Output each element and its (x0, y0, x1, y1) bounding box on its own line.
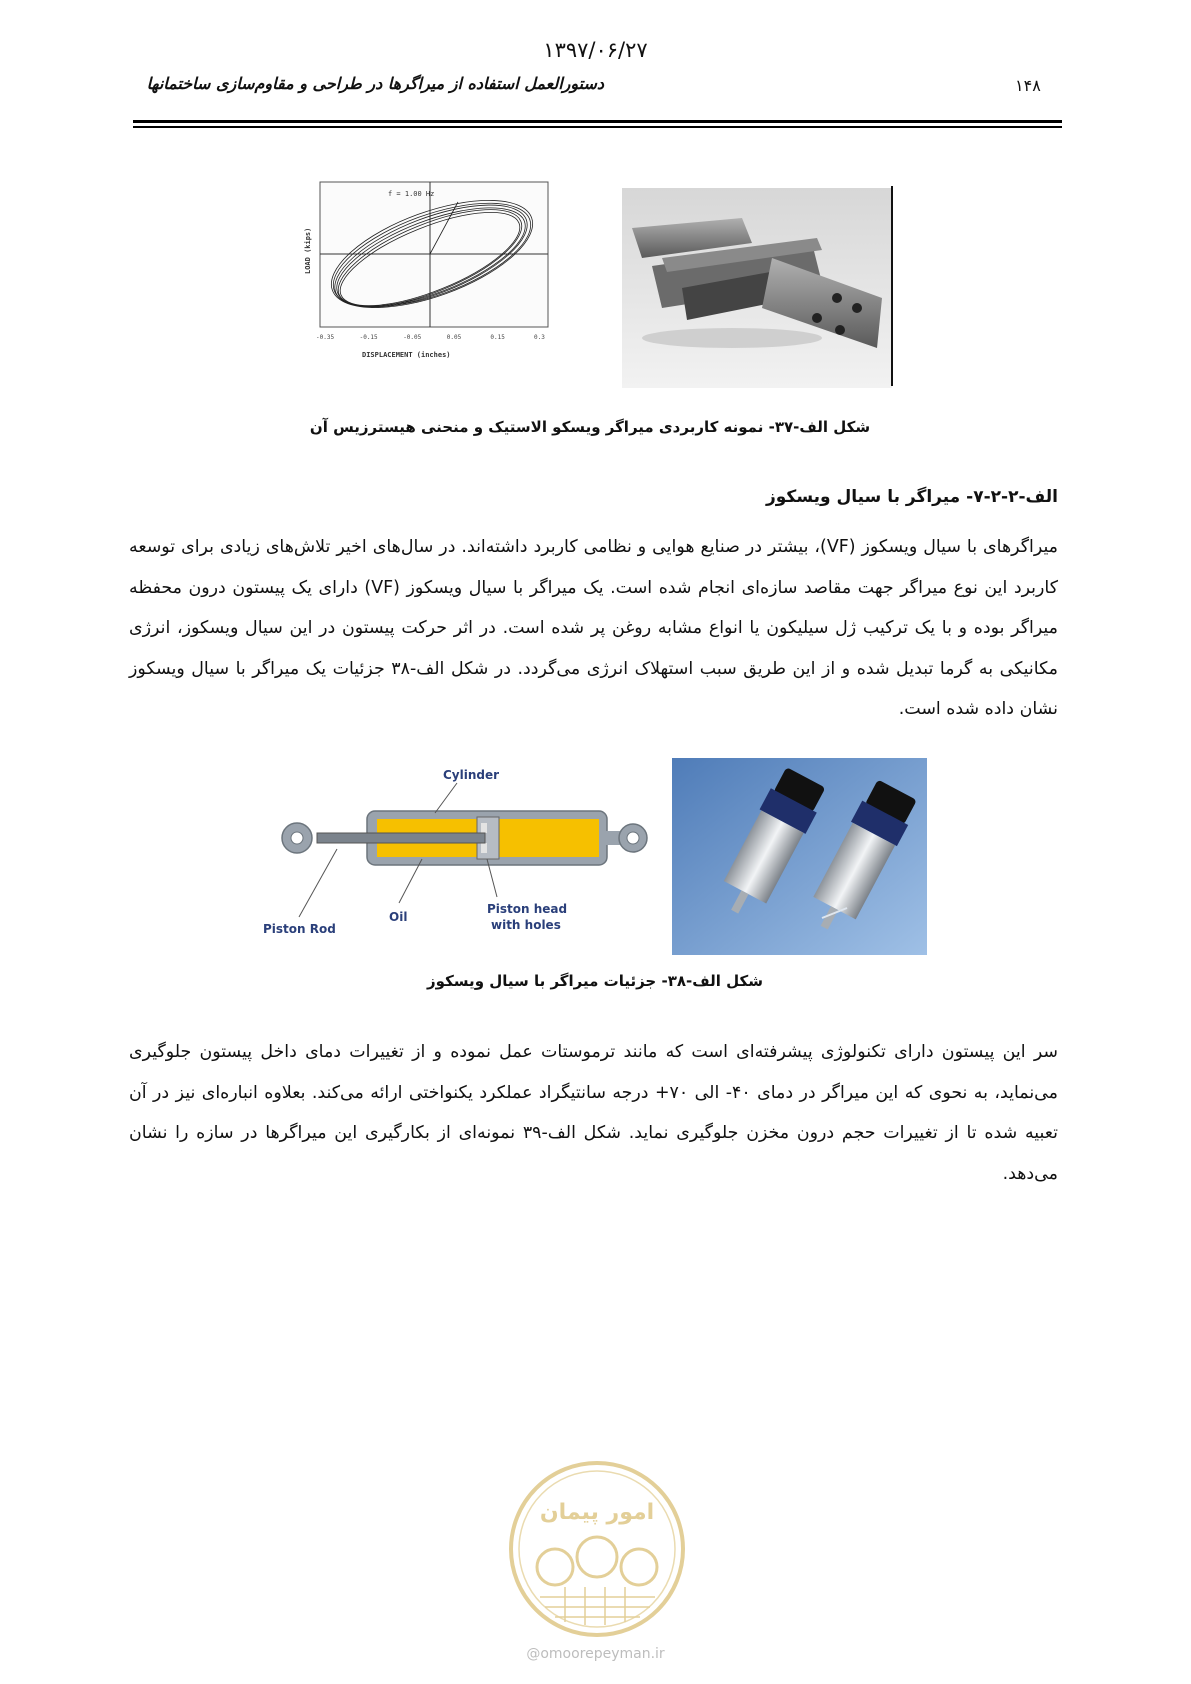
oil-chamber-right (499, 819, 599, 857)
label-piston-rod: Piston Rod (263, 922, 336, 936)
plot-x-tick: -0.15 (359, 334, 378, 341)
plot-x-tick: 0.15 (490, 334, 505, 341)
paragraph-2: سر این پیستون دارای تکنولوژی پیشرفته‌ای است که مانند ترموستات عمل نموده و از تغییرات دمای داخل پیستون جلوگیری می‌نماید، به نحوی که این میراگر در دمای ۴۰- الی ۷۰+ درجه سانتیگراد عملکرد یکنواختی ارائه می‌کند. بعلاوه انباره‌ای نیز در آن تعبیه شده تا از تغییرات حجم درون مخزن جلوگیری نماید. شکل الف-۳۹ نمونه‌ای از بکارگیری این میراگرها در سازه را نشان می‌دهد. (129, 1042, 1058, 1184)
label-cylinder: Cylinder (443, 768, 500, 782)
plot-x-tick: -0.05 (403, 334, 422, 341)
paragraph-1: میراگرهای با سیال ویسکوز (VF)، بیشتر در صنایع هوایی و نظامی کاربرد داشته‌اند. در سال‌های اخیر تلاش‌های زیادی برای توسعه کاربرد این نوع میراگر جهت مقاصد سازه‌ای انجام شده است. یک میراگر با سیال ویسکوز (VF) دارای یک پیستون درون محفظه میراگر بوده و با یک ترکیب ژل سیلیکون یا انواع مشابه روغن پر شده است. در اثر حرکت پیستون در این سیال ویسکوز، انرژی مکانیکی به گرما تبدیل شده و از این طریق سبب استهلاک انرژی می‌گردد. در شکل الف-۳۸ جزئیات یک میراگر با سیال ویسکوز نشان داده شده است. (129, 537, 1059, 719)
plot-annotation: f = 1.00 Hz (388, 190, 435, 198)
label-oil: Oil (389, 910, 408, 924)
watermark-logo-text: امور پیمان (539, 1500, 655, 1525)
plot-x-label: DISPLACEMENT (inches) (362, 351, 451, 359)
label-piston-head-1: Piston head (487, 902, 568, 916)
watermark-site: @omoorepeyman.ir (526, 1646, 665, 1662)
page-number: ۱۴۸ (1015, 76, 1041, 95)
figure38-caption: شکل الف-۳۸- جزئیات میراگر با سیال ویسکوز (427, 972, 763, 990)
plot-x-tick: 0.05 (446, 334, 462, 341)
header-date: ۱۳۹۷/۰۶/۲۷ (543, 38, 648, 62)
fluid-dampers-photo (672, 758, 927, 955)
plot-x-tick: 0.3 (534, 334, 545, 341)
hysteresis-plot (300, 182, 590, 372)
viscoelastic-damper-photo (622, 188, 892, 388)
watermark-logo (505, 1457, 690, 1642)
running-title: دستورالعمل استفاده از میراگرها در طراحی و مقاوم‌سازی ساختمانها (146, 74, 604, 93)
plot-y-label: LOAD (kips) (304, 227, 312, 274)
figure37-caption: شکل الف-۳۷- نمونه کاربردی میراگر ویسکو الاستیک و منحنی هیسترزیس آن (309, 418, 871, 436)
label-piston-head-2: with holes (491, 918, 561, 932)
section-heading: الف-۲-۲-۷- میراگر با سیال ویسکوز (765, 487, 1058, 507)
photo-edge-line (891, 186, 893, 386)
piston-rod (317, 833, 485, 843)
fluid-damper-diagram (263, 767, 657, 947)
header-rule-thick (133, 120, 1062, 123)
plot-x-tick: -0.35 (316, 334, 335, 341)
header-rule-thin (133, 126, 1062, 128)
